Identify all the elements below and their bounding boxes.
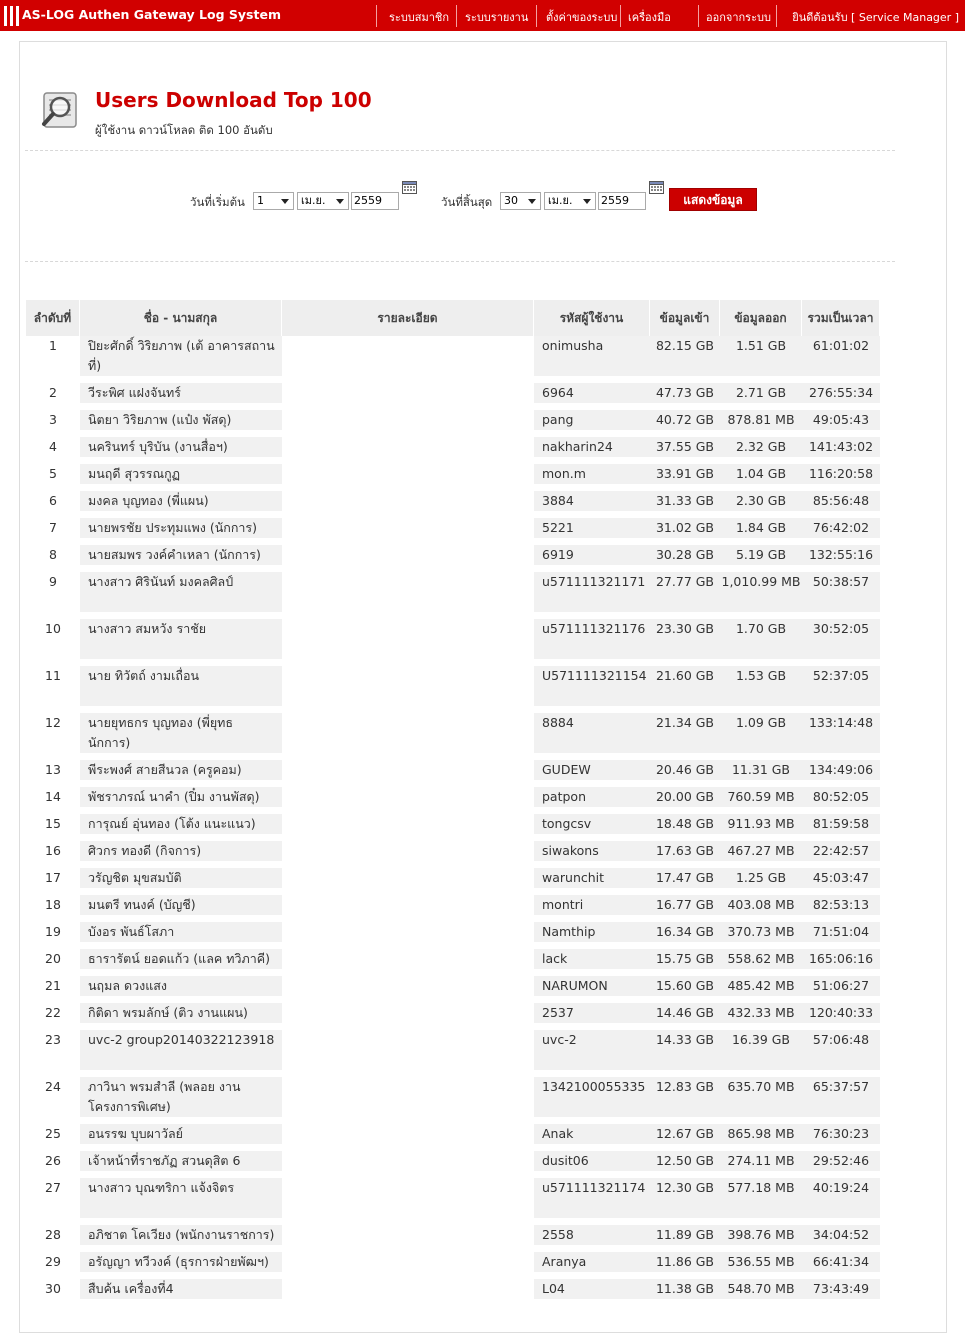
rank-cell: 21 (26, 976, 80, 1003)
total-time-cell: 49:05:43 (802, 410, 880, 437)
name-cell: นางสาว บุณฑริกา แจ้งจิตร (80, 1178, 282, 1225)
rank-cell: 9 (26, 572, 80, 619)
detail-cell (282, 814, 534, 841)
name-cell: อรัญญา ทวีวงค์ (ธุรการฝ่ายพัฒฯ) (80, 1252, 282, 1279)
nav-logout[interactable]: ออกจากระบบ (706, 11, 771, 24)
detail-cell (282, 1077, 534, 1124)
data-out-cell: 403.08 MB (720, 895, 802, 922)
data-out-cell: 1.09 GB (720, 713, 802, 760)
page-title: Users Download Top 100 (95, 88, 372, 112)
col-data-out: ข้อมูลออก (720, 300, 802, 336)
total-time-cell: 73:43:49 (802, 1279, 880, 1306)
table-row (26, 437, 880, 464)
name-cell: นายยุทธกร บุญทอง (พี่ยุทธ นักการ) (80, 713, 282, 760)
user-id-cell: pang (534, 410, 650, 437)
user-id-cell: 2558 (534, 1225, 650, 1252)
total-time-cell: 45:03:47 (802, 868, 880, 895)
table-row (26, 1279, 880, 1306)
detail-cell (282, 1151, 534, 1178)
name-cell: นางสาว สมหวัง ราชัย (80, 619, 282, 666)
rank-cell: 23 (26, 1030, 80, 1077)
detail-cell (282, 464, 534, 491)
start-year-input[interactable]: 2559 (351, 192, 399, 210)
col-total-time: รวมเป็นเวลา (802, 300, 880, 336)
detail-cell (282, 1279, 534, 1306)
name-cell: พีระพงศ์ สายสีนวล (ครูคอม) (80, 760, 282, 787)
detail-cell (282, 713, 534, 760)
col-rank: ลำดับที่ (26, 300, 80, 336)
data-out-cell: 558.62 MB (720, 949, 802, 976)
rank-cell: 11 (26, 666, 80, 713)
table-row (26, 1178, 880, 1225)
data-out-cell: 1.70 GB (720, 619, 802, 666)
start-date-label: วันที่เริ่มต้น (190, 195, 245, 209)
data-in-cell: 11.89 GB (650, 1225, 720, 1252)
user-id-cell: L04 (534, 1279, 650, 1306)
detail-cell (282, 437, 534, 464)
table-row (26, 895, 880, 922)
table-row (26, 410, 880, 437)
data-in-cell: 12.30 GB (650, 1178, 720, 1225)
user-id-cell: 6964 (534, 383, 650, 410)
data-out-cell: 467.27 MB (720, 841, 802, 868)
total-time-cell: 81:59:58 (802, 814, 880, 841)
rank-cell: 30 (26, 1279, 80, 1306)
table-row (26, 814, 880, 841)
total-time-cell: 51:06:27 (802, 976, 880, 1003)
data-in-cell: 27.77 GB (650, 572, 720, 619)
rank-cell: 7 (26, 518, 80, 545)
detail-cell (282, 410, 534, 437)
show-data-button[interactable]: แสดงข้อมูล (669, 188, 757, 211)
top-download-table (26, 300, 880, 1306)
user-id-cell: Aranya (534, 1252, 650, 1279)
user-id-cell: u571111321171 (534, 572, 650, 619)
nav-members[interactable]: ระบบสมาชิก (389, 11, 450, 24)
data-in-cell: 11.38 GB (650, 1279, 720, 1306)
col-data-in: ข้อมูลเข้า (650, 300, 720, 336)
data-out-cell: 432.33 MB (720, 1003, 802, 1030)
start-day-select[interactable]: 1 (253, 192, 294, 210)
rank-cell: 24 (26, 1077, 80, 1124)
user-id-cell: lack (534, 949, 650, 976)
user-id-cell: 5221 (534, 518, 650, 545)
name-cell: อนรรฆ บุบผาวัลย์ (80, 1124, 282, 1151)
data-in-cell: 23.30 GB (650, 619, 720, 666)
nav-settings[interactable]: ตั้งค่าของระบบ (546, 11, 618, 24)
col-name: ชื่อ - นามสกุล (80, 300, 282, 336)
detail-cell (282, 666, 534, 713)
data-in-cell: 30.28 GB (650, 545, 720, 572)
total-time-cell: 40:19:24 (802, 1178, 880, 1225)
user-id-cell: 1342100055335 (534, 1077, 650, 1124)
total-time-cell: 66:41:34 (802, 1252, 880, 1279)
table-row (26, 922, 880, 949)
data-out-cell: 370.73 MB (720, 922, 802, 949)
data-in-cell: 18.48 GB (650, 814, 720, 841)
rank-cell: 5 (26, 464, 80, 491)
user-id-cell: 6919 (534, 545, 650, 572)
detail-cell (282, 868, 534, 895)
table-row (26, 1124, 880, 1151)
table-row (26, 491, 880, 518)
name-cell: ปิยะศักดิ์ วิริยภาพ (เต้ อาคารสถานที่) (80, 336, 282, 383)
data-in-cell: 14.33 GB (650, 1030, 720, 1077)
table-row (26, 868, 880, 895)
welcome-user: ยินดีต้อนรับ [ Service Manager ] (792, 11, 959, 24)
detail-cell (282, 1252, 534, 1279)
end-calendar-icon[interactable] (649, 180, 664, 194)
total-time-cell: 22:42:57 (802, 841, 880, 868)
rank-cell: 17 (26, 868, 80, 895)
data-out-cell: 635.70 MB (720, 1077, 802, 1124)
rank-cell: 15 (26, 814, 80, 841)
table-row (26, 666, 880, 713)
total-time-cell: 71:51:04 (802, 922, 880, 949)
detail-cell (282, 545, 534, 572)
table-row (26, 518, 880, 545)
data-out-cell: 274.11 MB (720, 1151, 802, 1178)
data-out-cell: 911.93 MB (720, 814, 802, 841)
user-id-cell: warunchit (534, 868, 650, 895)
data-in-cell: 12.50 GB (650, 1151, 720, 1178)
user-id-cell: Anak (534, 1124, 650, 1151)
data-in-cell: 14.46 GB (650, 1003, 720, 1030)
total-time-cell: 134:49:06 (802, 760, 880, 787)
detail-cell (282, 1003, 534, 1030)
detail-cell (282, 336, 534, 383)
name-cell: นฤมล ดวงแสง (80, 976, 282, 1003)
name-cell: นายพรชัย ประทุมแพง (นักการ) (80, 518, 282, 545)
divider (25, 261, 895, 262)
end-date-label: วันที่สิ้นสุด (441, 195, 493, 209)
nav-reports[interactable]: ระบบรายงาน (465, 11, 529, 24)
table-row (26, 1151, 880, 1178)
rank-cell: 28 (26, 1225, 80, 1252)
data-in-cell: 11.86 GB (650, 1252, 720, 1279)
data-in-cell: 40.72 GB (650, 410, 720, 437)
name-cell: กิติดา พรมลักษ์ (ติว งานแผน) (80, 1003, 282, 1030)
end-month-select[interactable]: เม.ย. (544, 192, 596, 210)
name-cell: วรัญชิต มุขสมบัติ (80, 868, 282, 895)
table-row (26, 760, 880, 787)
name-cell: ศิวกร ทองดี (กิจการ) (80, 841, 282, 868)
user-id-cell: patpon (534, 787, 650, 814)
detail-cell (282, 383, 534, 410)
detail-cell (282, 619, 534, 666)
table-row (26, 713, 880, 760)
user-id-cell: dusit06 (534, 1151, 650, 1178)
detail-cell (282, 922, 534, 949)
page-subtitle: ผู้ใช้งาน ดาวน์โหลด ติด 100 อันดับ (95, 123, 273, 137)
name-cell: การุณย์ อุ่นทอง (โต้ง แนะแนว) (80, 814, 282, 841)
data-out-cell: 1.25 GB (720, 868, 802, 895)
rank-cell: 20 (26, 949, 80, 976)
total-time-cell: 52:37:05 (802, 666, 880, 713)
user-id-cell: nakharin24 (534, 437, 650, 464)
data-in-cell: 20.46 GB (650, 760, 720, 787)
data-in-cell: 21.34 GB (650, 713, 720, 760)
name-cell: ภาวินา พรมสำลี (พลอย งานโครงการพิเศษ) (80, 1077, 282, 1124)
total-time-cell: 61:01:02 (802, 336, 880, 383)
data-in-cell: 16.34 GB (650, 922, 720, 949)
rank-cell: 4 (26, 437, 80, 464)
data-in-cell: 17.47 GB (650, 868, 720, 895)
app-title: AS-LOG Authen Gateway Log System (22, 7, 281, 22)
total-time-cell: 141:43:02 (802, 437, 880, 464)
rank-cell: 19 (26, 922, 80, 949)
end-day-select[interactable]: 30 (500, 192, 541, 210)
total-time-cell: 85:56:48 (802, 491, 880, 518)
table-row (26, 1077, 880, 1124)
data-in-cell: 82.15 GB (650, 336, 720, 383)
name-cell: อภิชาต โคเวียง (พนักงานราชการ) (80, 1225, 282, 1252)
data-in-cell: 20.00 GB (650, 787, 720, 814)
user-id-cell: GUDEW (534, 760, 650, 787)
detail-cell (282, 895, 534, 922)
data-in-cell: 47.73 GB (650, 383, 720, 410)
name-cell: นครินทร์ บุริบัน (งานสื่อฯ) (80, 437, 282, 464)
name-cell: นายสมพร วงค์คำเหลา (นักการ) (80, 545, 282, 572)
rank-cell: 26 (26, 1151, 80, 1178)
user-id-cell: tongcsv (534, 814, 650, 841)
start-calendar-icon[interactable] (402, 180, 417, 194)
name-cell: มงคล บุญทอง (พี่แผน) (80, 491, 282, 518)
rank-cell: 12 (26, 713, 80, 760)
data-in-cell: 16.77 GB (650, 895, 720, 922)
table-row (26, 545, 880, 572)
user-id-cell: 3884 (534, 491, 650, 518)
col-user-id: รหัสผู้ใช้งาน (534, 300, 650, 336)
name-cell: นิตยา วิริยภาพ (แป๋ง พัสดุ) (80, 410, 282, 437)
table-row (26, 336, 880, 383)
col-detail: รายละเอียด (282, 300, 534, 336)
detail-cell (282, 949, 534, 976)
name-cell: บังอร พันธ์โสภา (80, 922, 282, 949)
total-time-cell: 34:04:52 (802, 1225, 880, 1252)
name-cell: uvc-2 group20140322123918 (80, 1030, 282, 1077)
data-in-cell: 15.60 GB (650, 976, 720, 1003)
data-in-cell: 21.60 GB (650, 666, 720, 713)
user-id-cell: mon.m (534, 464, 650, 491)
rank-cell: 2 (26, 383, 80, 410)
data-out-cell: 1.84 GB (720, 518, 802, 545)
data-in-cell: 12.67 GB (650, 1124, 720, 1151)
nav-tools[interactable]: เครื่องมือ (628, 11, 671, 24)
data-out-cell: 760.59 MB (720, 787, 802, 814)
table-row (26, 949, 880, 976)
name-cell: นางสาว ศิรินันท์ มงคลศิลป์ (80, 572, 282, 619)
table-row (26, 572, 880, 619)
rank-cell: 10 (26, 619, 80, 666)
data-in-cell: 17.63 GB (650, 841, 720, 868)
name-cell: สืบค้น เครื่องที่4 (80, 1279, 282, 1306)
divider (25, 150, 895, 151)
total-time-cell: 80:52:05 (802, 787, 880, 814)
name-cell: พัชราภรณ์ นาคำ (ปิ๋ม งานพัสดุ) (80, 787, 282, 814)
total-time-cell: 50:38:57 (802, 572, 880, 619)
rank-cell: 6 (26, 491, 80, 518)
name-cell: เจ้าหน้าที่ราชภัฏ สวนดุสิต 6 (80, 1151, 282, 1178)
name-cell: มนฤดี สุวรรณกูฏ (80, 464, 282, 491)
top-bar (0, 0, 965, 31)
total-time-cell: 30:52:05 (802, 619, 880, 666)
data-out-cell: 2.30 GB (720, 491, 802, 518)
data-out-cell: 536.55 MB (720, 1252, 802, 1279)
total-time-cell: 165:06:16 (802, 949, 880, 976)
table-row (26, 976, 880, 1003)
data-out-cell: 865.98 MB (720, 1124, 802, 1151)
rank-cell: 18 (26, 895, 80, 922)
user-id-cell: NARUMON (534, 976, 650, 1003)
data-out-cell: 548.70 MB (720, 1279, 802, 1306)
rank-cell: 1 (26, 336, 80, 383)
data-in-cell: 15.75 GB (650, 949, 720, 976)
data-out-cell: 2.71 GB (720, 383, 802, 410)
rank-cell: 25 (26, 1124, 80, 1151)
user-id-cell: 2537 (534, 1003, 650, 1030)
total-time-cell: 65:37:57 (802, 1077, 880, 1124)
data-out-cell: 1,010.99 MB (720, 572, 802, 619)
name-cell: ธารารัตน์ ยอดแก้ว (แลค ทวิภาคี) (80, 949, 282, 976)
table-row (26, 787, 880, 814)
table-row (26, 383, 880, 410)
table-header-row (26, 300, 880, 336)
total-time-cell: 276:55:34 (802, 383, 880, 410)
detail-cell (282, 572, 534, 619)
detail-cell (282, 1124, 534, 1151)
rank-cell: 14 (26, 787, 80, 814)
user-id-cell: U571111321154 (534, 666, 650, 713)
detail-cell (282, 841, 534, 868)
name-cell: วีระพิศ แฝงจันทร์ (80, 383, 282, 410)
table-row (26, 619, 880, 666)
data-in-cell: 12.83 GB (650, 1077, 720, 1124)
detail-cell (282, 976, 534, 1003)
data-out-cell: 1.53 GB (720, 666, 802, 713)
detail-cell (282, 1225, 534, 1252)
data-out-cell: 398.76 MB (720, 1225, 802, 1252)
table-row (26, 1030, 880, 1077)
detail-cell (282, 787, 534, 814)
data-out-cell: 16.39 GB (720, 1030, 802, 1077)
data-in-cell: 37.55 GB (650, 437, 720, 464)
table-row (26, 1003, 880, 1030)
detail-cell (282, 518, 534, 545)
user-id-cell: onimusha (534, 336, 650, 383)
start-month-select[interactable]: เม.ย. (297, 192, 349, 210)
rank-cell: 27 (26, 1178, 80, 1225)
detail-cell (282, 1030, 534, 1077)
total-time-cell: 29:52:46 (802, 1151, 880, 1178)
user-id-cell: siwakons (534, 841, 650, 868)
detail-cell (282, 760, 534, 787)
detail-cell (282, 491, 534, 518)
end-year-input[interactable]: 2559 (598, 192, 646, 210)
data-in-cell: 31.02 GB (650, 518, 720, 545)
data-out-cell: 2.32 GB (720, 437, 802, 464)
rank-cell: 8 (26, 545, 80, 572)
data-in-cell: 33.91 GB (650, 464, 720, 491)
user-id-cell: montri (534, 895, 650, 922)
rank-cell: 3 (26, 410, 80, 437)
total-time-cell: 76:42:02 (802, 518, 880, 545)
detail-cell (282, 1178, 534, 1225)
user-id-cell: uvc-2 (534, 1030, 650, 1077)
data-out-cell: 5.19 GB (720, 545, 802, 572)
name-cell: มนตรี ทนงค์ (บัญชี) (80, 895, 282, 922)
user-id-cell: u571111321176 (534, 619, 650, 666)
total-time-cell: 133:14:48 (802, 713, 880, 760)
data-out-cell: 485.42 MB (720, 976, 802, 1003)
total-time-cell: 120:40:33 (802, 1003, 880, 1030)
rank-cell: 16 (26, 841, 80, 868)
table-row (26, 841, 880, 868)
total-time-cell: 132:55:16 (802, 545, 880, 572)
rank-cell: 29 (26, 1252, 80, 1279)
rank-cell: 22 (26, 1003, 80, 1030)
report-search-icon (38, 89, 82, 133)
data-in-cell: 31.33 GB (650, 491, 720, 518)
table-row (26, 1225, 880, 1252)
data-out-cell: 11.31 GB (720, 760, 802, 787)
data-out-cell: 878.81 MB (720, 410, 802, 437)
table-row (26, 1252, 880, 1279)
total-time-cell: 82:53:13 (802, 895, 880, 922)
total-time-cell: 76:30:23 (802, 1124, 880, 1151)
data-out-cell: 1.04 GB (720, 464, 802, 491)
user-id-cell: 8884 (534, 713, 650, 760)
total-time-cell: 57:06:48 (802, 1030, 880, 1077)
rank-cell: 13 (26, 760, 80, 787)
data-out-cell: 1.51 GB (720, 336, 802, 383)
name-cell: นาย ทิวัตถ์ งามเถื่อน (80, 666, 282, 713)
data-out-cell: 577.18 MB (720, 1178, 802, 1225)
user-id-cell: u571111321174 (534, 1178, 650, 1225)
total-time-cell: 116:20:58 (802, 464, 880, 491)
table-row (26, 464, 880, 491)
user-id-cell: Namthip (534, 922, 650, 949)
